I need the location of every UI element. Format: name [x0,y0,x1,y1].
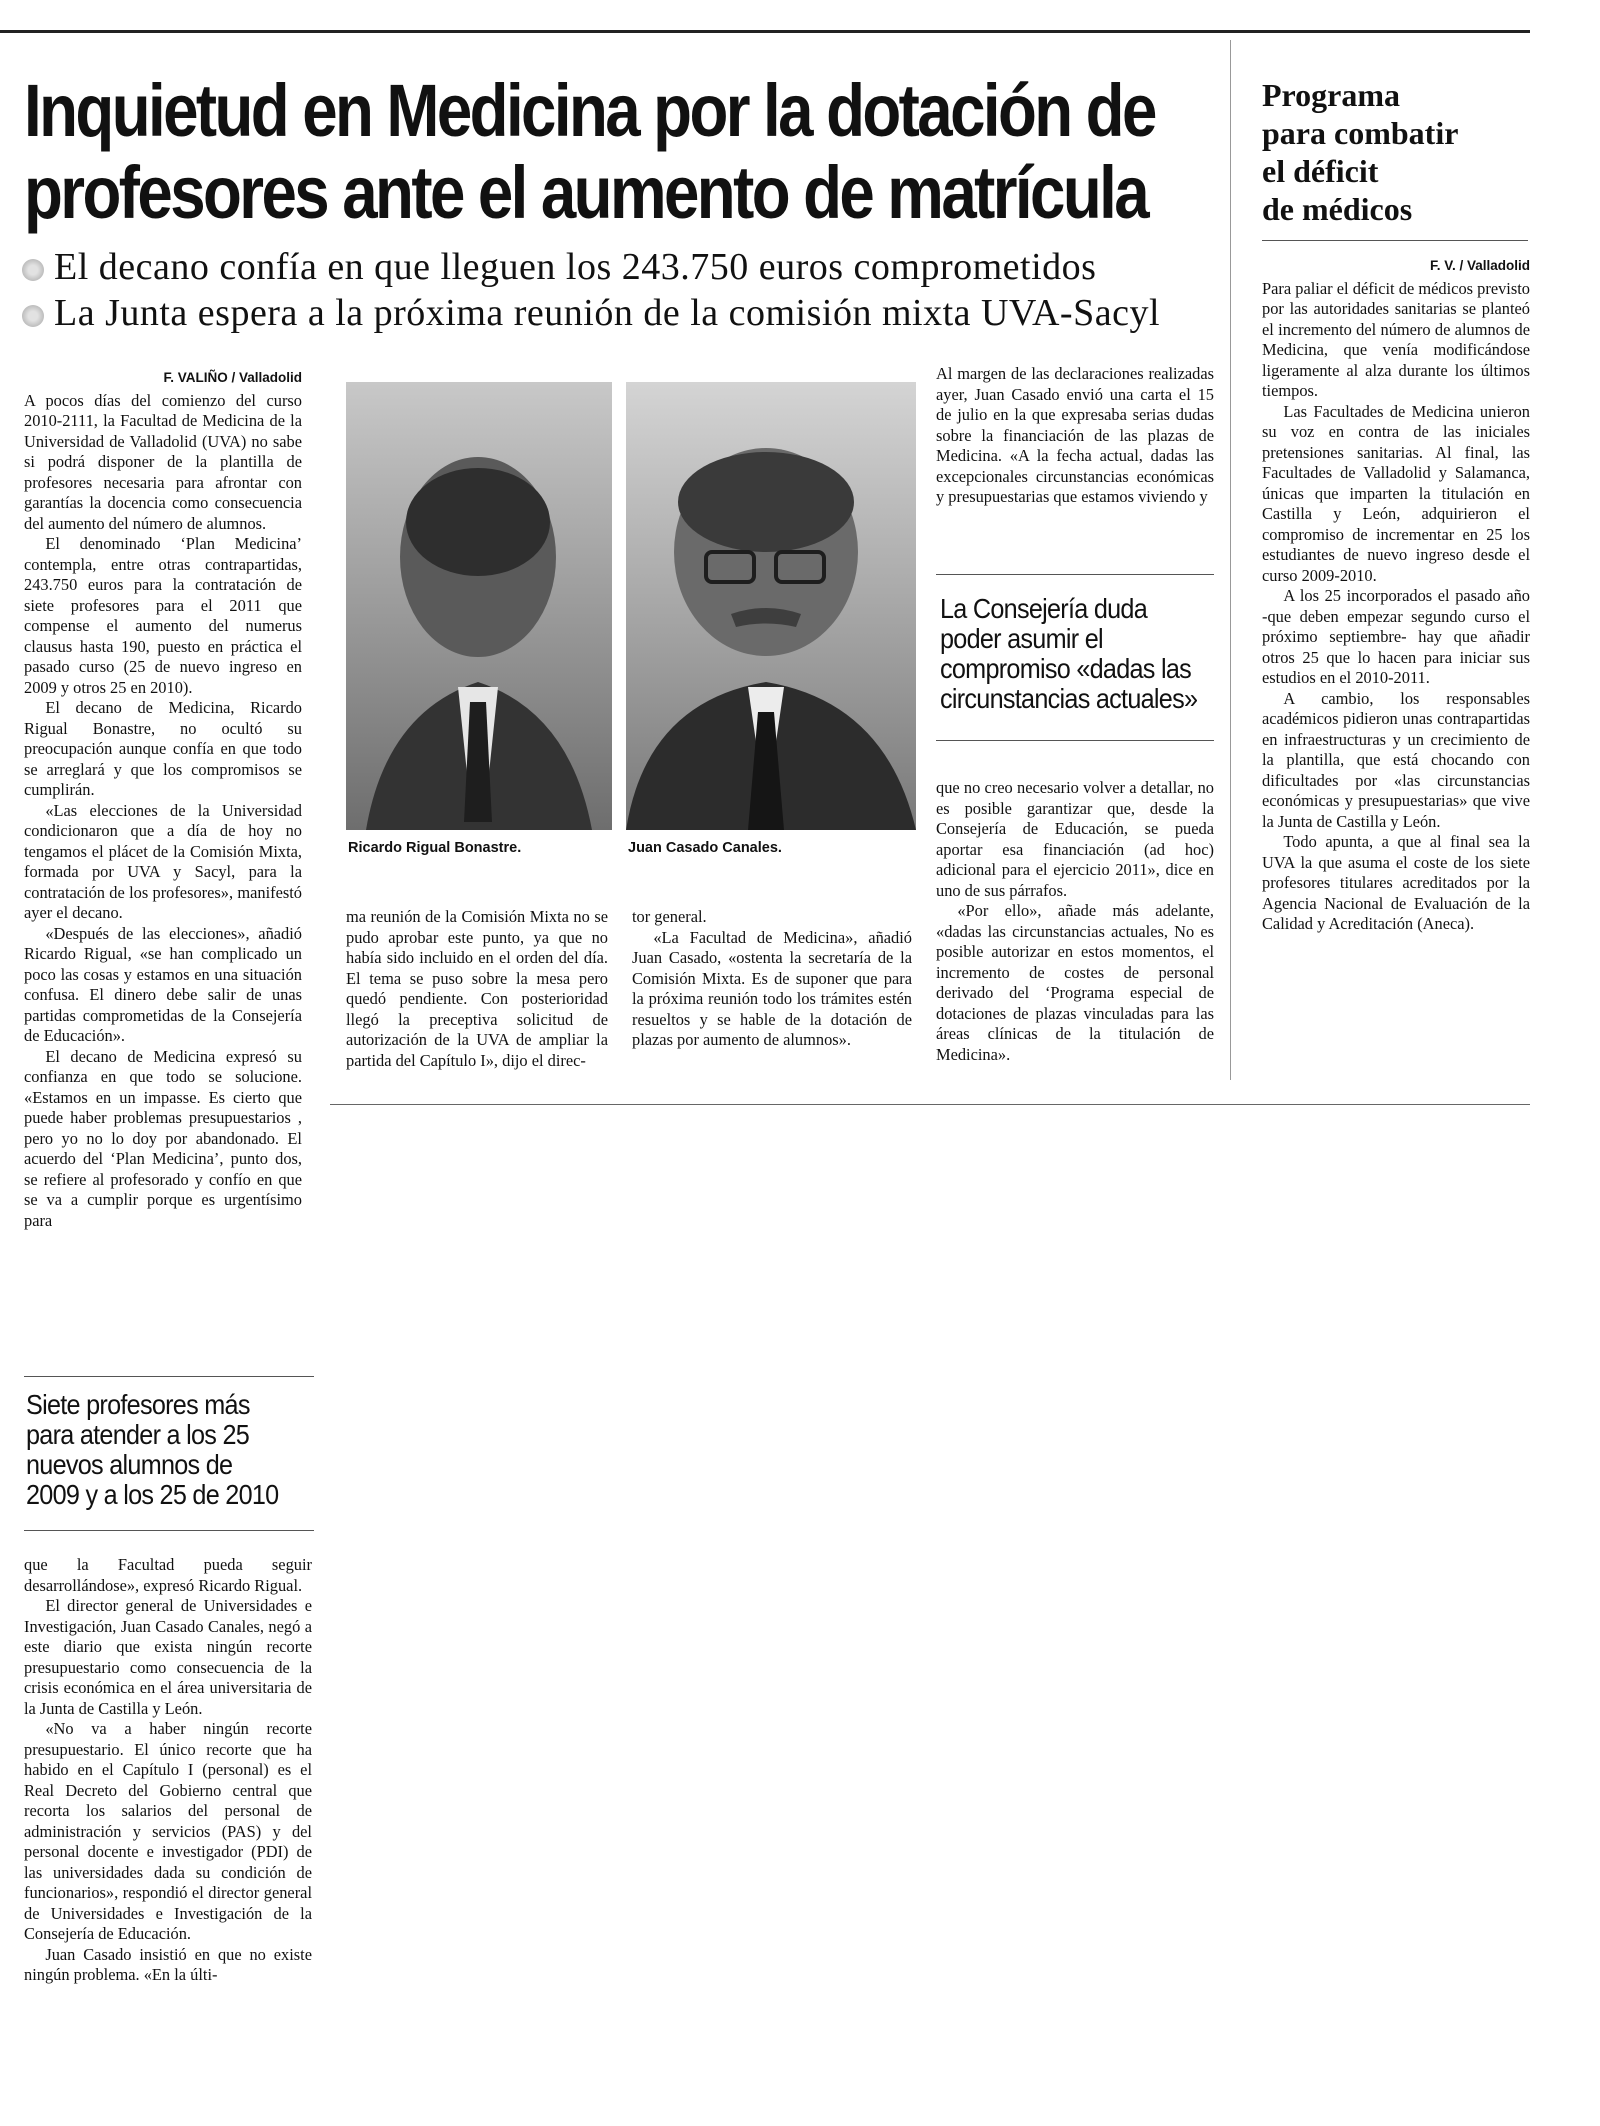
paragraph: «Las elecciones de la Universidad condicionaron que a día de hoy no tengamos el plácet de la Comisión Mixta, formada por UVA y Sacyl, para la contratación de los profesores», manifestó ayer el decano. [24,800,302,922]
paragraph: Juan Casado insistió en que no existe ningún problema. «En la últi- [24,1944,312,1984]
article-column-2 [346,907,608,1071]
paragraph: que no creo necesario volver a detallar, no es posible garantizar que, desde la Consejería de Educación, se pueda aportar esa financiación (ad hoc) adicional para el ejercicio 2011», dice en uno de sus párrafos. [936,778,1214,900]
headline [24,69,1155,234]
pullquote-line: Siete profesores más [26,1389,250,1420]
article-column-1 [24,368,302,1231]
sidebar-title-rule [1262,240,1528,241]
pullquote-left [26,1390,278,1510]
pullquote-line: compromiso «dadas las [940,653,1192,684]
paragraph: El director general de Universidades e Investigación, Juan Casado Canales, negó a este diario que exista ningún recorte presupuestario como consecuencia de la crisis económica en el área universitaria de la Junta de Castilla y León. [24,1596,312,1718]
paragraph: Al margen de las declaraciones realizadas ayer, Juan Casado envió una carta el 15 de julio en la que expresaba serias dudas sobre la financiación de las plazas de Medicina. «A la fecha actual, dadas las excepcionales circunstancias económicas y presupuestarias que estamos viviendo y [936,364,1214,506]
portrait-image [626,382,916,830]
pullquote-right-rule-top [936,574,1214,575]
section-rule [330,1104,1530,1105]
subhead-2-text: La Junta espera a la próxima reunión de la comisión mixta UVA-Sacyl [54,292,1160,334]
paragraph: que la Facultad pueda seguir desarrollándose», expresó Ricardo Rigual. [24,1555,312,1595]
pullquote-line: 2009 y a los 25 de 2010 [26,1479,279,1510]
pullquote-right [940,594,1197,714]
paragraph: A los 25 incorporados el pasado año -que deben empezar segundo curso el próximo septiembre- hay que añadir otros 25 que lo hacen para iniciar sus estudios en el 2010-2011. [1262,586,1530,687]
paragraph: A pocos días del comienzo del curso 2010-2111, la Facultad de Medicina de la Universidad de Valladolid (UVA) no sabe si podrá disponer de la plantilla de profesores necesaria para afrontar con garantías la docencia como consecuencia del aumento del número de alumnos. [24,390,302,533]
pullquote-line: circunstancias actuales» [940,683,1198,714]
bullet-icon [22,259,44,281]
pullquote-line: poder asumir el [940,623,1103,654]
photo-2-caption: Juan Casado Canales. [628,840,782,856]
sidebar-title-line: Programa [1262,77,1401,113]
sidebar-title-line: de médicos [1262,191,1413,227]
paragraph: El denominado ‘Plan Medicina’ contempla, entre otras contrapartidas, 243.750 euros para la contratación de siete profesores para el 2011 que compense el aumento del numerus clausus hasta 190, puesto en práctica el pasado curso (25 de nuevo ingreso en 2009 y otros 25 en 2010). [24,534,302,697]
paragraph: A cambio, los responsables académicos pidieron unas contrapartidas en infraestructuras y un crecimiento de la plantilla, que está chocando con dificultades por «las circunstancias económicas y presupuestarias» que vive la Junta de Castilla y León. [1262,688,1530,831]
article-column-1-bottom [24,1555,312,1986]
paragraph: Las Facultades de Medicina unieron su voz en contra de las iniciales pretensiones sanitarias. Al final, las Facultades de Valladolid y Salamanca, únicas que imparten la titulación en Castilla y León, adquirieron el compromiso de incrementar en 25 los estudiantes de nuevo ingreso desde el curso 2009-2010. [1262,401,1530,585]
sidebar-title-line: el déficit [1262,153,1379,189]
article-column-3 [632,907,912,1051]
photo-juan-casado [626,382,916,830]
paragraph: El decano de Medicina, Ricardo Rigual Bonastre, no ocultó su preocupación aunque confía en que todo se arreglará y que los compromisos se cumplirán. [24,698,302,799]
sidebar-byline: F. V. / Valladolid [1429,258,1530,273]
paragraph: «Después de las elecciones», añadió Ricardo Rigual, «se han complicado un poco las cosas y estamos en una situación confusa. El dinero debe salir de unas partidas comprometidas de la Consejería de Educación». [24,923,302,1045]
photo-ricardo-rigual [346,382,612,830]
paragraph: «La Facultad de Medicina», añadió Juan Casado, «ostenta la secretaría de la Comisión Mixta. Es de suponer que para la próxima reunión todo los trámites estén resueltos y se hable de la dotación de plazas por aumento de alumnos». [632,927,912,1049]
article-column-4-bottom [936,778,1214,1065]
pullquote-rule-top [24,1376,314,1377]
sidebar-title [1262,76,1458,228]
bullet-icon [22,305,44,327]
sidebar-divider [1230,40,1231,1080]
portrait-image [346,382,612,830]
pullquote-right-rule-bottom [936,740,1214,741]
top-rule [0,30,1530,33]
subhead-1-text: El decano confía en que lleguen los 243.750 euros comprometidos [54,246,1097,288]
pullquote-rule-bottom [24,1530,314,1531]
paragraph: El decano de Medicina expresó su confianza en que todo se solucione. «Estamos en un impasse. Es cierto que puede haber problemas presupuestarios , pero yo no lo doy por abandonado. El acuerdo del ‘Plan Medicina’, punto dos, se refiere al profesorado y confío en que se va a cumplir porque es urgentísimo para [24,1046,302,1230]
paragraph: Para paliar el déficit de médicos previsto por las autoridades sanitarias se planteó el incremento del número de alumnos de Medicina, que venía modificándose ligeramente al alza durante los últimos tiempos. [1262,278,1530,400]
pullquote-line: para atender a los 25 [26,1419,250,1450]
subhead-1 [22,246,1096,288]
paragraph: ma reunión de la Comisión Mixta no se pudo aprobar este punto, ya que no había sido incluido en el orden del día. El tema se puso sobre la mesa pero quedó pendiente. Con posterioridad llegó la preceptiva solicitud de autorización de la UVA de ampliar la partida del Capítulo I», dijo el direc- [346,907,608,1070]
article-column-4 [936,364,1214,508]
subhead-2 [22,292,1160,334]
photo-1-caption: Ricardo Rigual Bonastre. [348,840,522,856]
article-byline: F. VALIÑO / Valladolid [163,370,302,385]
paragraph: «Por ello», añade más adelante, «dadas las circunstancias actuales, No es posible autorizar en estos momentos, el incremento de costes de personal derivado del ‘Programa especial de dotaciones de plazas vinculadas para las áreas clínicas de la titulación de Medicina». [936,901,1214,1064]
headline-line-2: profesores ante el aumento de matrícula [24,151,1148,234]
headline-line-1: Inquietud en Medicina por la dotación de [24,69,1155,152]
pullquote-line: La Consejería duda [940,593,1147,624]
sidebar-title-line: para combatir [1262,115,1459,151]
pullquote-line: nuevos alumnos de [26,1449,233,1480]
paragraph: tor general. [632,907,707,926]
paragraph: Todo apunta, a que al final sea la UVA la que asuma el coste de los siete profesores titulares acreditados por la Agencia Nacional de Evaluación de la Calidad y Acreditación (Aneca). [1262,832,1530,933]
paragraph: «No va a haber ningún recorte presupuestario. El único recorte que ha habido en el Capítulo I (personal) es el Real Decreto del Gobierno central que recorta los salarios del personal de administración y servicios (PAS) y del personal docente e investigador (PDI) de las universidades dada su condición de funcionarios», respondió el director general de Universidades e Investigación de la Consejería de Educación. [24,1719,312,1943]
sidebar-column [1262,256,1530,935]
